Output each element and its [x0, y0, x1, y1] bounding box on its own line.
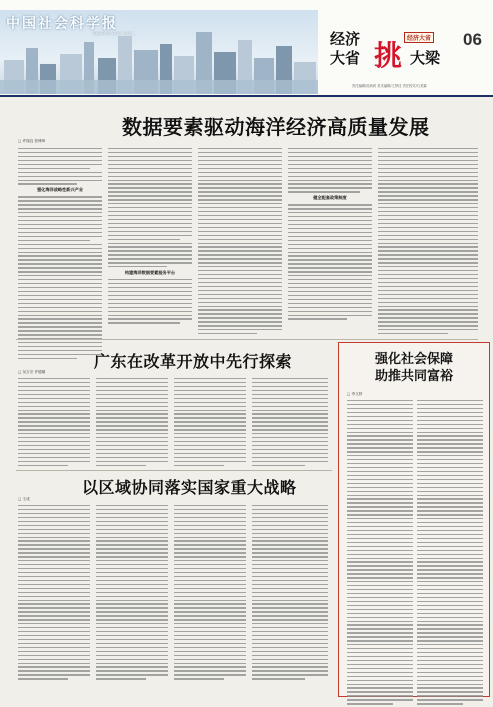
main-column-4	[288, 148, 372, 322]
main-column-3	[198, 148, 282, 337]
main-subhead-2: 构建海洋数据要素服务平台	[124, 270, 176, 276]
main-byline: □ 许瑞良 张博琦	[18, 139, 46, 143]
second-column-4	[252, 378, 328, 469]
feature-word-province: 大省	[330, 49, 361, 67]
third-column-2	[96, 505, 168, 682]
second-column-1	[18, 378, 90, 469]
feature-word-economy: 经济	[330, 30, 361, 48]
main-subhead-1: 强化海洋战略性新兴产业	[36, 187, 84, 193]
boxed-headline-line1: 强化社会保障	[374, 352, 453, 367]
third-column-4	[252, 505, 328, 682]
main-subhead-3: 健全配套政策制度	[313, 195, 347, 201]
feature-column-logo	[330, 28, 460, 72]
third-column-3	[174, 505, 246, 682]
boxed-column-1	[347, 400, 413, 707]
boxed-column-2	[417, 400, 483, 707]
newspaper-title: 中国社会科学报	[6, 16, 118, 32]
page-number: 06	[463, 30, 482, 49]
second-column-3	[174, 378, 246, 469]
third-headline: 以区域协同落实国家重大战略	[82, 478, 297, 497]
third-byline: □ 王成	[18, 497, 30, 501]
boxed-article	[338, 342, 490, 697]
masthead	[0, 0, 493, 96]
section-divider-1	[16, 339, 478, 340]
boxed-byline: □ 李文婷	[347, 392, 363, 396]
issue-date: 2023年6月13日 星期二	[92, 31, 136, 36]
feature-tag: 经济大省	[404, 32, 434, 43]
second-headline: 广东在改革开放中先行探索	[94, 352, 293, 371]
boxed-headline	[339, 351, 489, 385]
main-column-5	[378, 148, 478, 337]
boxed-headline-line2: 助推共同富裕	[374, 369, 453, 384]
main-headline: 数据要素驱动海洋经济高质量发展	[122, 115, 430, 139]
second-byline: □ 吴万宗 许德顺	[18, 370, 46, 374]
feature-word-beam: 大梁	[410, 49, 441, 67]
main-column-1	[18, 148, 102, 362]
second-column-2	[96, 378, 168, 469]
main-column-2	[108, 148, 192, 326]
masthead-rule	[0, 95, 493, 97]
editor-credits: 责任编辑/桂莉莉 美术编辑/王梦佳 责任校对/石美霖	[352, 84, 427, 88]
section-divider-2	[16, 470, 332, 471]
third-column-1	[18, 505, 90, 682]
feature-word-peach: 挑	[374, 39, 403, 72]
